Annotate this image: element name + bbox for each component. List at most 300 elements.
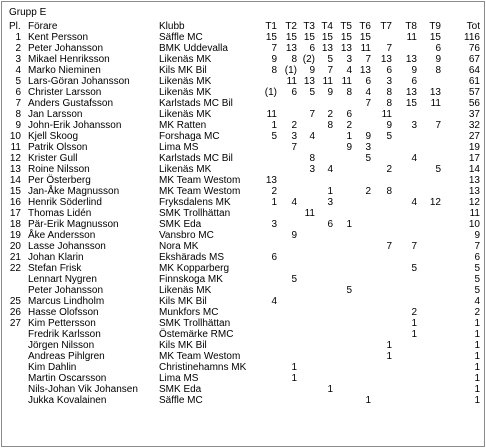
club-name: Lima MS: [159, 373, 199, 384]
round-score: 15: [303, 32, 315, 43]
table-row: [4, 241, 484, 252]
round-score: 1: [346, 131, 352, 142]
round-score: [301, 318, 315, 329]
placing: 17: [9, 208, 21, 219]
round-score: [357, 373, 371, 384]
round-score: [283, 340, 297, 351]
round-score: [301, 373, 315, 384]
round-score: 15: [265, 32, 277, 43]
placing: 7: [15, 98, 21, 109]
round-score: 6: [386, 65, 392, 76]
round-score: [403, 274, 417, 285]
round-score: 8: [386, 87, 392, 98]
round-score: [378, 153, 392, 164]
round-score: 8: [435, 65, 441, 76]
round-score: 15: [340, 32, 352, 43]
driver-name: Jukka Kovalainen: [28, 395, 107, 406]
driver-name: Hasse Olofsson: [28, 307, 99, 318]
placing: [7, 362, 21, 373]
round-score: [283, 263, 297, 274]
round-score: [283, 285, 297, 296]
round-score: [263, 285, 277, 296]
driver-name: Kent Persson: [28, 32, 89, 43]
round-score: [301, 329, 315, 340]
round-score: [283, 186, 297, 197]
round-score: [319, 263, 333, 274]
round-score: 5: [411, 263, 417, 274]
round-score: [338, 296, 352, 307]
round-score: 2: [327, 109, 333, 120]
round-score: 13: [265, 175, 277, 186]
round-score: [427, 153, 441, 164]
club-name: Säffle MC: [159, 32, 203, 43]
club-name: Karlstads MC Bil: [159, 153, 233, 164]
round-score: [378, 373, 392, 384]
round-score: [403, 109, 417, 120]
placing: [7, 373, 21, 384]
round-score: 1: [271, 120, 277, 131]
round-score: [301, 263, 315, 274]
round-score: [301, 175, 315, 186]
round-score: [301, 219, 315, 230]
round-score: [319, 395, 333, 406]
round-score: [403, 219, 417, 230]
round-score: [263, 384, 277, 395]
round-score: [338, 373, 352, 384]
round-score: 3: [365, 142, 371, 153]
round-score: [403, 142, 417, 153]
club-name: Karlstads MC Bil: [159, 98, 233, 109]
round-score: 6: [271, 252, 277, 263]
placing: 4: [15, 65, 21, 76]
round-score: [319, 296, 333, 307]
round-score: [283, 153, 297, 164]
round-score: [338, 153, 352, 164]
round-score: [378, 142, 392, 153]
total-score: 1: [474, 384, 480, 395]
round-score: [427, 340, 441, 351]
round-score: 13: [321, 43, 333, 54]
placing: [7, 285, 21, 296]
club-name: Lima MS: [159, 142, 199, 153]
round-score: [338, 230, 352, 241]
round-score: [263, 98, 277, 109]
round-score: 11: [266, 109, 277, 120]
driver-name: Åke Andersson: [28, 230, 96, 241]
header-round: T3: [303, 21, 315, 32]
placing: 6: [15, 87, 21, 98]
round-score: 11: [406, 32, 417, 43]
round-score: [338, 208, 352, 219]
round-score: 4: [365, 87, 371, 98]
total-score: 5: [474, 263, 480, 274]
round-score: 5: [346, 285, 352, 296]
round-score: [427, 362, 441, 373]
round-score: [319, 362, 333, 373]
driver-name: Roine Nilsson: [28, 164, 90, 175]
round-score: [283, 241, 297, 252]
round-score: [378, 274, 392, 285]
round-score: [357, 120, 371, 131]
round-score: [427, 384, 441, 395]
round-score: [301, 241, 315, 252]
round-score: 7: [386, 241, 392, 252]
round-score: 9: [411, 65, 417, 76]
placing: [7, 329, 21, 340]
round-score: [357, 208, 371, 219]
round-score: 12: [429, 197, 441, 208]
driver-name: Peter Johansson: [28, 43, 104, 54]
group-title: Grupp E: [9, 7, 47, 18]
total-score: 1: [474, 351, 480, 362]
round-score: [357, 109, 371, 120]
total-score: 4: [474, 296, 480, 307]
round-score: [319, 131, 333, 142]
round-score: 4: [411, 197, 417, 208]
table-row: [4, 318, 484, 329]
round-score: [263, 263, 277, 274]
round-score: [427, 263, 441, 274]
round-score: [283, 252, 297, 263]
driver-name: Krister Gull: [28, 153, 78, 164]
total-score: 13: [468, 175, 480, 186]
round-score: [378, 32, 392, 43]
table-row: [4, 395, 484, 406]
round-score: [403, 252, 417, 263]
round-score: 7: [291, 142, 297, 153]
round-score: [427, 329, 441, 340]
round-score: [263, 362, 277, 373]
round-score: [403, 395, 417, 406]
round-score: 5: [291, 274, 297, 285]
round-score: [427, 219, 441, 230]
club-name: MK Ratten: [159, 120, 207, 131]
table-row: [4, 197, 484, 208]
header-round: T4: [321, 21, 333, 32]
table-row: [4, 186, 484, 197]
round-score: [427, 208, 441, 219]
total-score: 1: [474, 362, 480, 373]
round-score: 4: [411, 153, 417, 164]
club-name: Forshaga MC: [159, 131, 220, 142]
round-score: 5: [327, 54, 333, 65]
table-row: [4, 109, 484, 120]
club-name: Likenäs MK: [159, 164, 212, 175]
table-row: [4, 32, 484, 43]
table-row: [4, 329, 484, 340]
round-score: [319, 241, 333, 252]
round-score: [338, 384, 352, 395]
total-score: 1: [474, 329, 480, 340]
total-score: 1: [474, 373, 480, 384]
round-score: 7: [271, 43, 277, 54]
round-score: [301, 274, 315, 285]
round-score: 5: [309, 87, 315, 98]
round-score: 6: [291, 87, 297, 98]
round-score: [427, 142, 441, 153]
round-score: 11: [286, 76, 297, 87]
round-score: [283, 164, 297, 175]
round-score: [378, 307, 392, 318]
round-score: [283, 351, 297, 362]
round-score: 8: [386, 186, 392, 197]
driver-name: Henrik Söderlind: [28, 197, 102, 208]
header-round: T2: [285, 21, 297, 32]
driver-name: Kjell Skoog: [28, 131, 79, 142]
club-name: SMK Eda: [159, 219, 202, 230]
round-score: 7: [435, 120, 441, 131]
driver-name: Mikael Henriksson: [28, 54, 110, 65]
round-score: [403, 351, 417, 362]
round-score: 2: [346, 120, 352, 131]
driver-name: Marcus Lindholm: [28, 296, 105, 307]
table-row: [4, 373, 484, 384]
round-score: [338, 329, 352, 340]
round-score: 3: [386, 76, 392, 87]
round-score: [427, 285, 441, 296]
round-score: [403, 164, 417, 175]
round-score: [263, 153, 277, 164]
round-score: [378, 329, 392, 340]
club-name: Ekshärads MS: [159, 252, 225, 263]
placing: 12: [9, 153, 21, 164]
table-row: [4, 340, 484, 351]
table-row: [4, 98, 484, 109]
round-score: 11: [360, 43, 371, 54]
round-score: [283, 219, 297, 230]
total-score: 27: [468, 131, 480, 142]
round-score: [338, 98, 352, 109]
round-score: [319, 307, 333, 318]
total-score: 7: [474, 241, 480, 252]
placing: 20: [9, 241, 21, 252]
round-score: (1): [264, 87, 277, 98]
table-row: [4, 219, 484, 230]
driver-name: Martin Oscarsson: [28, 373, 107, 384]
club-name: Likenäs MK: [159, 54, 212, 65]
table-row: [4, 252, 484, 263]
placing: 10: [9, 131, 21, 142]
club-name: Kils MK Bil: [159, 340, 207, 351]
total-score: 2: [474, 307, 480, 318]
table-row: [4, 153, 484, 164]
driver-name: Johan Klarin: [28, 252, 84, 263]
round-score: [319, 318, 333, 329]
total-score: 9: [474, 230, 480, 241]
round-score: 5: [365, 153, 371, 164]
driver-name: Kim Pettersson: [28, 318, 96, 329]
round-score: [283, 395, 297, 406]
round-score: [263, 241, 277, 252]
placing: 22: [9, 263, 21, 274]
total-score: 57: [468, 87, 480, 98]
placing: 1: [15, 32, 21, 43]
round-score: [378, 296, 392, 307]
round-score: [427, 351, 441, 362]
round-score: (2): [302, 54, 315, 65]
round-score: [357, 362, 371, 373]
driver-name: Anders Gustafsson: [28, 98, 114, 109]
round-score: [301, 98, 315, 109]
round-score: [378, 197, 392, 208]
round-score: 1: [327, 186, 333, 197]
round-score: 3: [327, 197, 333, 208]
round-score: 6: [411, 76, 417, 87]
round-score: [338, 307, 352, 318]
placing: 16: [9, 197, 21, 208]
round-score: [357, 274, 371, 285]
placing: 3: [15, 54, 21, 65]
table-row: [4, 43, 484, 54]
placing: 14: [9, 175, 21, 186]
header-driver: Förare: [28, 21, 58, 32]
round-score: 4: [309, 131, 315, 142]
round-score: 15: [359, 32, 371, 43]
round-score: [283, 208, 297, 219]
driver-name: Marko Nieminen: [28, 65, 101, 76]
round-score: [338, 351, 352, 362]
round-score: 7: [411, 241, 417, 252]
club-name: Vansbro MC: [159, 230, 214, 241]
driver-name: Per Österberg: [28, 175, 91, 186]
round-score: [378, 219, 392, 230]
club-name: Finnskoga MK: [159, 274, 223, 285]
total-score: 17: [468, 153, 480, 164]
round-score: [427, 175, 441, 186]
round-score: [283, 175, 297, 186]
round-score: [338, 263, 352, 274]
total-score: 19: [468, 142, 480, 153]
club-name: MK Team Westom: [159, 175, 241, 186]
driver-name: Jörgen Nilsson: [28, 340, 95, 351]
header-round: T7: [380, 21, 392, 32]
table-row: [4, 54, 484, 65]
table-row: [4, 142, 484, 153]
round-score: [301, 285, 315, 296]
total-score: 13: [468, 186, 480, 197]
round-score: [301, 362, 315, 373]
club-name: Östemärke RMC: [159, 329, 234, 340]
round-score: [338, 274, 352, 285]
round-score: [427, 230, 441, 241]
round-score: [338, 395, 352, 406]
header-row: [4, 21, 484, 32]
total-score: 6: [474, 252, 480, 263]
driver-name: Kim Dahlin: [28, 362, 77, 373]
round-score: 1: [327, 384, 333, 395]
round-score: 8: [327, 120, 333, 131]
round-score: [263, 329, 277, 340]
round-score: 7: [309, 109, 315, 120]
round-score: [338, 362, 352, 373]
round-score: [301, 252, 315, 263]
round-score: 9: [291, 230, 297, 241]
placing: [7, 274, 21, 285]
round-score: [263, 340, 277, 351]
round-score: [319, 274, 333, 285]
total-score: 5: [474, 285, 480, 296]
round-score: [427, 252, 441, 263]
table-row: [4, 76, 484, 87]
round-score: [427, 274, 441, 285]
round-score: [338, 197, 352, 208]
placing: [7, 395, 21, 406]
round-score: [283, 318, 297, 329]
driver-name: John-Erik Johansson: [28, 120, 122, 131]
round-score: [301, 395, 315, 406]
round-score: [301, 307, 315, 318]
club-name: MK Kopparberg: [159, 263, 230, 274]
club-name: Munkfors MC: [159, 307, 219, 318]
round-score: [301, 340, 315, 351]
placing: 11: [10, 142, 21, 153]
round-score: [319, 329, 333, 340]
round-score: [319, 175, 333, 186]
round-score: 8: [346, 87, 352, 98]
round-score: [338, 318, 352, 329]
round-score: [378, 384, 392, 395]
total-score: 11: [469, 208, 480, 219]
results-frame: [1, 1, 485, 447]
round-score: [263, 76, 277, 87]
round-score: [357, 307, 371, 318]
round-score: 2: [365, 186, 371, 197]
table-row: [4, 384, 484, 395]
total-score: 5: [474, 274, 480, 285]
round-score: [319, 98, 333, 109]
round-score: [378, 362, 392, 373]
round-score: 11: [341, 76, 352, 87]
driver-name: Jan Larsson: [28, 109, 83, 120]
club-name: Kils MK Bil: [159, 65, 207, 76]
total-score: 1: [474, 318, 480, 329]
placing: 2: [15, 43, 21, 54]
driver-name: Lennart Nygren: [28, 274, 97, 285]
round-score: [427, 76, 441, 87]
round-score: [319, 153, 333, 164]
round-score: [427, 131, 441, 142]
round-score: 11: [304, 208, 315, 219]
round-score: [403, 208, 417, 219]
driver-name: Pär-Erik Magnusson: [28, 219, 119, 230]
table-row: [4, 296, 484, 307]
round-score: 4: [271, 296, 277, 307]
club-name: Säffle MC: [159, 395, 203, 406]
driver-name: Stefan Frisk: [28, 263, 82, 274]
round-score: 8: [309, 153, 315, 164]
header-round: T1: [265, 21, 277, 32]
driver-name: Christer Larsson: [28, 87, 102, 98]
placing: 26: [9, 307, 21, 318]
driver-name: Lars-Göran Johansson: [28, 76, 130, 87]
round-score: [319, 340, 333, 351]
club-name: Likenäs MK: [159, 87, 212, 98]
round-score: 3: [271, 219, 277, 230]
total-score: 76: [468, 43, 480, 54]
driver-name: Jan-Åke Magnusson: [28, 186, 120, 197]
round-score: [283, 384, 297, 395]
round-score: 9: [309, 65, 315, 76]
round-score: 2: [291, 120, 297, 131]
round-score: 3: [309, 164, 315, 175]
round-score: [319, 252, 333, 263]
round-score: [357, 340, 371, 351]
round-score: 15: [405, 98, 417, 109]
round-score: [403, 43, 417, 54]
round-score: [357, 197, 371, 208]
club-name: SMK Trollhättan: [159, 208, 231, 219]
round-score: 6: [346, 109, 352, 120]
